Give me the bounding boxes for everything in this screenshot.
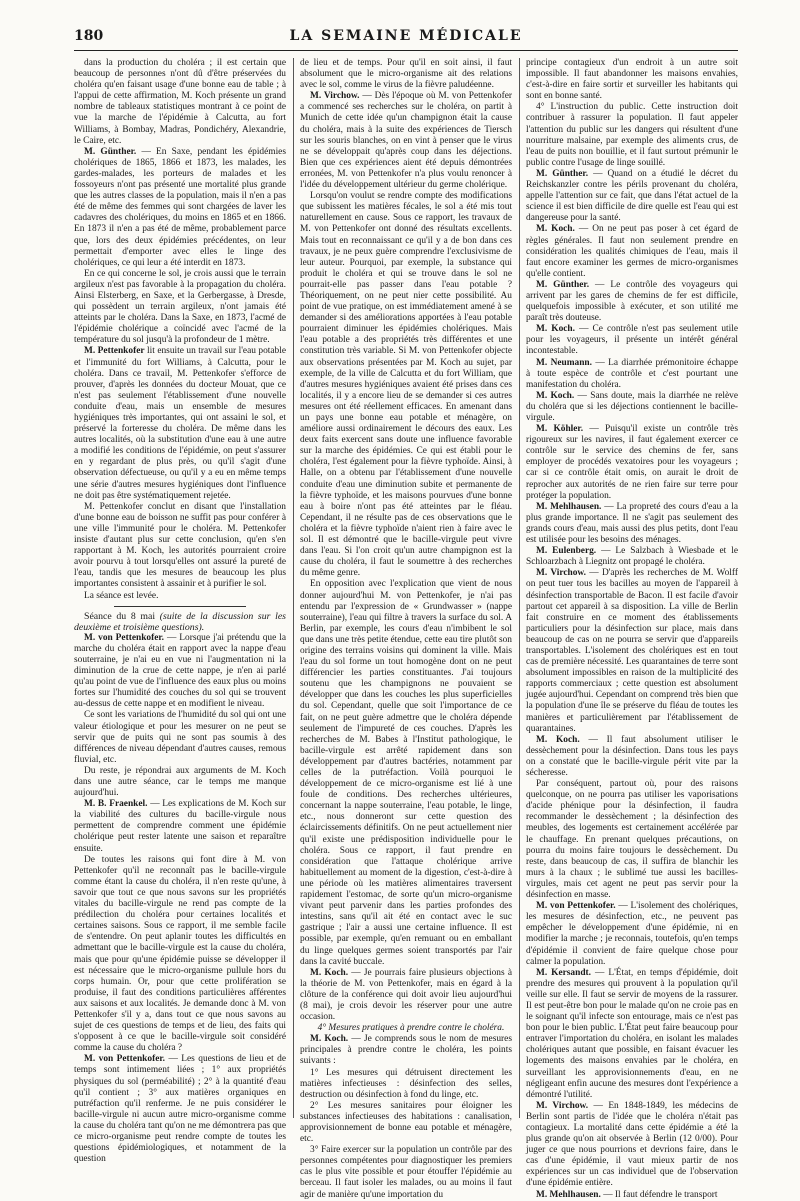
paragraph — [526, 102, 738, 169]
paragraph — [526, 280, 738, 324]
paragraph-text: — Les explications de M. Koch sur la viabilité des cultures du bacille-virgule nous permettent de comprendre comment une épidémie cholérique peut rester latente une saison et reparaître ensuite. — [74, 799, 286, 854]
speaker-name: M. Günther. — [536, 168, 589, 179]
paragraph — [74, 855, 286, 1055]
speaker-name: M. Neumann. — [536, 357, 592, 368]
column-2 — [300, 58, 512, 1200]
speaker-name: M. Mehlhausen. — [536, 501, 602, 512]
paragraph-text: — L'isolement des cholériques, les mesures de désinfection, etc., ne peuvent pas empêcher le développement d'une épidémie, ni en modifier la marche ; je reconnais, toutefois, qu'en temps d'épidémie il convient de faire quelque chose pour calmer la population. — [526, 901, 739, 967]
paragraph-text: — D'après les recherches de M. Wolff on peut tuer tous les bacilles au moyen de l'appareil à désinfection transportable de Bacon. Il est facile d'avoir partout cet appareil à sa disposition. La ville de Berlin fait construire en ce moment des établissements particuliers pour la désinfection sur place, mais dans beaucoup de cas on ne pourra se servir que d'appareils transportables. L'isolement des cholériques est en tout cas de première nécessité. Les quarantaines de terre sont absolument impossibles en raison de la multiplicité des rapports commerciaux ; cette question est absolument jugée aujourd'hui. Cependant on comprend très bien que la population d'une île se préserve du fléau de toutes les manières et particulièrement par l'établissement de quarantaines. — [526, 568, 738, 734]
paragraph — [300, 91, 512, 191]
page-number: 180 — [74, 28, 104, 44]
paragraph — [300, 1068, 512, 1101]
paragraph-text: — Je comprends sous le nom de mesures principales à prendre contre le choléra, les points suivants : — [300, 1034, 512, 1067]
paragraph-text: 2° Les mesures sanitaires pour éloigner les substances infectieuses des habitations : canalisation, approvisionnement de bonne eau potable et ménagère, etc. — [300, 1100, 512, 1145]
paragraph — [526, 901, 738, 968]
speaker-name: M. Koch. — [536, 734, 580, 745]
paragraph-text: — Puisqu'il existe un contrôle très rigoureux sur les navires, il faut également exercer ce contrôle sur le service des chemins de fer, sans employer de procédés vexatoires pour les voyageurs ; car si ce contrôle était omis, on aurait le droit de reprocher aux autorités de ne rien faire sur terre pour protéger la population. — [526, 424, 738, 501]
paragraph-text: En ce qui concerne le sol, je crois aussi que le terrain argileux n'est pas favorable à la propagation du choléra. Ainsi Elsterberg, en Saxe, et la Gerbergasse, à Dresde, qui possèdent un terrain argileux, n'ont jamais été atteints par le choléra. Dans la Saxe, en 1873, l'acmé de l'épidémie cholérique a coïncidé avec l'acmé de la température du sol jusqu'à la profondeur de 1 mètre. — [74, 268, 286, 346]
paragraph — [74, 591, 286, 602]
paragraph-text: — Lorsque j'ai prétendu que la marche du choléra était en rapport avec la nappe d'eau souterraine, je n'ai eu en vue ni l'augmentation ni la diminution de la crue de cette nappe, je n'en ai parlé qu'au point de vue de l'influence des eaux plus ou moins fortes sur l'humidité des couches du sol qui se trouvent au-dessus de cette nappe et en modifient le niveau. — [74, 632, 286, 710]
running-header — [74, 28, 738, 51]
paragraph-text: — Les questions de lieu et de temps sont intimement liées ; 1° aux propriétés physiques du sol (perméabilité) ; 2° à la quantité d'eau qu'il contient ; 3° aux matières organiques en putréfaction qu'il renferme. Je ne puis considérer le bacille-virgule ni aucun autre micro-organisme comme la cause du choléra tant qu'on ne me démontrera pas que ce micro-organisme peut rendre compte de toutes les questions épidémiologiques, et notamment de la question — [74, 1054, 286, 1165]
paragraph-text: — On ne peut pas poser à cet égard de règles générales. Il faut non seulement prendre en considération les qualités chimiques de l'eau, mais il faut encore examiner les germes de micro-organismes qu'elle contient. — [526, 224, 738, 279]
paragraph-text: — Je pourrais faire plusieurs objections à la théorie de M. von Pettenkofer, mais en égard à la clôture de la conférence qui doit avoir lieu aujourd'hui (8 mai), je crois devoir les réserver pour une autre occasion. — [300, 967, 512, 1023]
speaker-name: M. Kersandt. — [536, 967, 592, 978]
paragraph-text: — En Saxe, pendant les épidémies cholériques de 1865, 1866 et 1873, les malades, les gardes-malades, les porteurs de malades et les fossoyeurs n'ont pas présenté une mortalité plus grande que les autres classes de la population, mais il n'en a pas été de même des femmes qui sont chargées de laver les cadavres des cholériques, du moins en 1865 et en 1866. En 1873 il n'en a pas été de même, probablement parce que, lors des deux épidémies précédentes, on leur permettait d'emporter avec elles le linge des cholériques, ce qui leur a été interdit en 1873. — [74, 146, 286, 268]
paragraph — [300, 579, 512, 967]
speaker-name: M. Günther. — [536, 279, 590, 290]
paragraph-text: — Le contrôle des voyageurs qui arrivent par les gares de chemins de fer est difficile, quelquefois impossible à exécuter, et son utilité me paraît très douteuse. — [526, 279, 738, 324]
paragraph-text: 3° Faire exercer sur la population un contrôle par des personnes compétentes pour diagnostiquer les premiers cas le plus vite possible et pour étouffer l'épidémie au berceau. Il faut isoler les malades, ou au moins il faut agir de manière qu'une importation du — [300, 1145, 512, 1200]
speaker-name: M. Koch. — [310, 1034, 349, 1045]
speaker-name: M. Koch. — [536, 390, 575, 401]
col3-paragraphs — [526, 58, 738, 1201]
col1b-paragraphs — [74, 633, 286, 1166]
paragraph — [526, 1101, 738, 1190]
paragraph-text: — Dès l'époque où M. von Pettenkofer a commencé ses recherches sur le choléra, on partit à Munich de cette idée qu'un champignon était la cause du choléra, mais à la suite des expériences de Tiersch sur les souris blanches, on en vint à penser que le virus ne se développait qu'après coup dans les déjections. Bien que ces expériences aient été depuis démontrées erronées, M. von Pettenkofer n'a plus voulu renoncer à l'idée du développement ultérieur du germe cholérique. — [300, 91, 512, 191]
paragraph — [300, 191, 512, 579]
paragraph — [74, 346, 286, 501]
paragraph-text: — Il faut défendre le transport — [600, 1189, 718, 1200]
speaker-name: M. Pettenkofer — [84, 346, 145, 357]
paragraph — [74, 147, 286, 269]
session-detail: (suite de la discussion sur les deuxième et troisième questions). — [74, 610, 286, 633]
paragraph — [74, 799, 286, 854]
paragraph-text: Lorsqu'on voulut se rendre compte des modifications que subissent les matières fécales, le sol a été mis tout naturellement en cause. Sous ce rapport, les travaux de M. von Pettenkofer ont donné des résultats excellents. Mais tout en reconnaissant ce qu'il y a de bon dans ces travaux, je ne peux guère comprendre l'exclusivisme de leur auteur. Pourquoi, par exemple, la substance qui produit le choléra et qui se trouve dans le sol ne pourrait-elle pas passer dans l'eau potable ? Théoriquement, on ne peut nier cette possibilité. Au point de vue pratique, on est immédiatement amené à se demander si des améliorations apportées à l'eau potable pourraient diminuer les épidémies cholériques. Mais l'eau potable a des propriétés très différentes et une constitution très variable. Si M. von Pettenkofer objecte aux observations présentées par M. Koch au sujet, par exemple, de la ville de Calcutta et du fort William, que d'autres mesures hygiéniques avaient été prises dans ces localités, il y a encore lieu de se demander si ces autres mesures ont été réellement efficaces. En amenant dans un pays une bonne eau potable et ménagère, on améliore aussi ordinairement le décours des eaux. Les deux faits exercent sans doute une influence favorable sur la marche des épidémies. Ce qui est établi pour le choléra, l'est également pour la fièvre typhoïde. Ainsi, à Halle, on a obtenu par l'établissement d'une nouvelle conduite d'eau une diminution subite et permanente de la fièvre typhoïde, et les maisons pourvues d'une bonne eau à boire n'ont pas été atteintes par le fléau. Cependant, il ne résulte pas de ces observations que le choléra et la fièvre typhoïde n'aient rien à faire avec le sol. Il est démontré que le bacille-virgule peut vivre dans l'eau. Si l'on croit qu'un autre champignon est la cause du choléra, il faut le soumettre à des recherches du même genre. — [300, 191, 512, 579]
paragraph-text: de lieu et de temps. Pour qu'il en soit ainsi, il faut absolument que le micro-organisme ait des relations avec le sol, comme le virus de la fièvre paludéenne. — [300, 58, 512, 91]
paragraph — [300, 1101, 512, 1145]
paragraph — [74, 1054, 286, 1165]
speaker-name: M. von Pettenkofer. — [536, 901, 616, 912]
paragraph — [526, 546, 738, 568]
paragraph — [74, 766, 286, 799]
speaker-name: M. Virchow. — [536, 568, 586, 579]
paragraph-text: M. Pettenkofer conclut en disant que l'installation d'une bonne eau de boisson ne suffit pas pour conférer à une ville l'immunité pour le choléra. M. Pettenkofer insiste d'autant plus sur cette conclusion, qu'en s'en rapportant à M. Koch, les autorités pourraient croire avoir pourvu à tout lorsqu'elles ont assuré la pureté de l'eau, tandis que les mesures de beaucoup les plus importantes consistent à assainir et à purifier le sol. — [74, 501, 286, 590]
paragraph — [526, 568, 738, 734]
paragraph-text: dans la production du choléra ; il est certain que beaucoup de personnes n'ont dû d'être préservées du choléra qu'en faisant usage d'une bonne eau de table ; à l'appui de cette affirmation, M. Koch présente un grand nombre de tableaux statistiques montrant à ce point de vue la marche de l'épidémie à Calcutta, au fort Williams, à Bombay, Madras, Pondichéry, Alexandrie, le Caire, etc. — [74, 58, 286, 146]
col1-paragraphs — [74, 58, 286, 602]
paragraph — [74, 269, 286, 347]
paragraph — [300, 968, 512, 1023]
paragraph-text: Par conséquent, partout où, pour des raisons quelconque, on ne pourra pas utiliser les vaporisations d'acide phénique pour la désinfection, il faudra recommander le dessèchement ; la désinfection des meubles, des logements est certainement accélérée par le chauffage. En prenant quelques précautions, on pourra du moins faire toujours le dessèchement. Du reste, dans beaucoup de cas, il suffira de blanchir les murs à la chaux ; le sublimé tue aussi les bacilles-virgules, mais cet agent ne peut pas servir pour la désinfection en masse. — [526, 779, 738, 901]
speaker-name: M. Köhler. — [536, 424, 584, 435]
text-columns — [74, 58, 739, 1200]
paragraph — [526, 1190, 738, 1201]
paragraph-text: — La propreté des cours d'eau a la plus grande importance. Il ne s'agit pas seulement des grands cours d'eau, mais aussi des plus petits, dont l'eau est utilisée pour les besoins des ménages. — [526, 501, 738, 546]
paragraph-text: — Quand on a étudié le décret du Reichskanzler contre les périls provenant du choléra, appelle l'attention sur ce fait, que dans l'état actuel de la science il est bien difficile de dire quelle est l'eau qui est dangereuse pour la santé. — [526, 168, 738, 224]
paragraph-text: — Sans doute, mais la diarrhée ne relève du choléra que si les déjections contiennent le bacille-virgule. — [526, 390, 738, 423]
paragraph-text: — Ce contrôle n'est pas seulement utile pour les voyageurs, il présente un intérêt général incontestable. — [526, 324, 738, 357]
column-rule — [519, 58, 520, 1118]
speaker-name: M. Koch. — [536, 324, 575, 335]
paragraph — [300, 1145, 512, 1200]
column-1 — [74, 58, 287, 1165]
running-title: LA SEMAINE MÉDICALE — [289, 28, 523, 44]
paragraph-text: — La diarrhée prémonitoire échappe à toute espèce de contrôle et c'est pourtant une manifestation du choléra. — [526, 357, 738, 390]
speaker-name: M. von Pettenkofer. — [84, 632, 165, 643]
column-rule — [293, 58, 294, 1118]
separator — [74, 606, 286, 607]
paragraph — [526, 58, 738, 102]
speaker-name: M. von Pettenkofer. — [84, 1054, 166, 1065]
paragraph-text: principe contagieux d'un endroit à un autre soit impossible. Il faut abandonner les maisons envahies, c'est-à-dire en faire sortir et surveiller les habitants qui sont en bonne santé. — [526, 58, 738, 102]
col2b-paragraphs — [300, 1034, 512, 1200]
paragraph — [526, 502, 738, 546]
paragraph — [526, 324, 738, 357]
paragraph — [526, 224, 738, 279]
session-heading — [74, 611, 286, 633]
speaker-name: M. Virchow. — [536, 1100, 589, 1111]
paragraph — [526, 358, 738, 391]
paragraph — [526, 391, 738, 424]
speaker-name: M. Virchow. — [310, 91, 360, 102]
column-3 — [526, 58, 739, 1200]
paragraph — [300, 58, 512, 91]
paragraph-text: De toutes les raisons qui font dire à M. von Pettenkofer qu'il ne reconnaît pas le bacille-virgule comme étant la cause du choléra, il n'en reste qu'une, à savoir que tout ce que nous savons sur les propriétés vitales du bacille-virgule ne rend pas compte de la prédilection du choléra pour certaines localités et certaines saisons. Sous ce rapport, il me semble facile de s'entendre. On peut aplanir toutes les difficultés en admettant que le bacille-virgule est la cause du choléra, mais que pour qu'une épidémie puisse se développer il est nécessaire que le micro-organisme pullule hors du corps humain. Or, pour que cette prolifération se produise, il faut des conditions particulières afférentes aux saisons et aux localités. Je demande donc à M. von Pettenkofer s'il y a, dans tout ce que nous savons au sujet de ces questions de temps et de lieu, des faits qui s'opposent à ce que le bacille-virgule soit considéré comme la cause du choléra ? — [74, 854, 286, 1054]
paragraph-text: — L'État, en temps d'épidémie, doit prendre des mesures qui prouvent à la population qu'il veille sur elle. Il faut se servir de moyens de la rassurer. Il est peut-être bon pour le malade qu'on ne croie pas en le soignant qu'il infecte son entourage, mais ce n'est pas bon pour le bien public. L'État peut faire beaucoup pour entraver l'importation du choléra, en isolant les malades cholériques autant que possible, en faisant évacuer les logements des maisons envahies par le choléra, en surveillant les approvisionnements d'eau, en ne négligeant enfin aucune des mesures dont l'expérience a démontré l'utilité. — [526, 967, 738, 1100]
col2-paragraphs — [300, 58, 512, 1023]
paragraph-text: — Il faut absolument utiliser le dessèchement pour la désinfection. Dans tous les pays on a constaté que le bacille-virgule périt vite par la sécheresse. — [526, 734, 738, 778]
paragraph-text: — Le Salzbach à Wiesbade et le Schloarzbach à Liegnitz ont propagé le choléra. — [526, 546, 738, 568]
paragraph — [526, 169, 738, 224]
paragraph-text: 1° Les mesures qui détruisent directement les matières infectieuses : désinfection des selles, destruction ou désinfection à fond du linge, etc. — [300, 1067, 512, 1100]
paragraph — [74, 710, 286, 765]
speaker-name: M. Koch. — [310, 967, 349, 978]
paragraph — [74, 58, 286, 147]
paragraph-text: En opposition avec l'explication que vient de nous donner aujourd'hui M. von Pettenkofer, je n'ai pas entendu par l'expression de « Grundwasser » (nappe souterraine), l'eau qui filtre à travers la surface du sol. A Berlin, par exemple, les cours d'eau n'imbibent le sol que dans une très petite étendue, cette eau tire plutôt son origine des terrains voisins qui dominent la ville. Mais l'eau du sol forme un tout homogène dont on ne peut différencier les parties constituantes. J'ai toujours soutenu que les champignons ne pouvaient se développer que dans les couches les plus superficielles du sol. Cependant, quelle que soit l'importance de ce fait, on ne peut guère admettre que le choléra dépende seulement de l'impureté de ces couches. D'après les recherches de M. Babes à l'Institut pathologique, le bacille-virgule est arrêté rapidement dans son développement par d'autres bactéries, notamment par celles de la putréfaction. Voilà pourquoi le développement de ce micro-organisme est lié à une foule de conditions. Des recherches ultérieures, concernant la nappe souterraine, l'eau potable, le linge, etc., nous donneront sur cette question des éclaircissements définitifs. On ne peut actuellement nier qu'il existe une prédisposition individuelle pour le choléra. Sous ce rapport, il faut prendre en considération que l'attaque cholérique arrive habituellement au moment de la digestion, c'est-à-dire à une période où les matières alimentaires traversent rapidement l'estomac, de sorte qu'un micro-organisme vivant peut parvenir dans les parties profondes des intestins, sans qu'il ait été en contact avec le suc gastrique ; l'air a aussi une certaine influence. Il est possible, par exemple, qu'en remuant ou en emballant du linge quelques germes soient transportés par l'air dans la cavité buccale. — [300, 579, 512, 967]
speaker-name: M. B. Fraenkel. — [84, 799, 148, 810]
paragraph-text: Ce sont les variations de l'humidité du sol qui ont une valeur étiologique et pour les mesurer on ne peut se servir que de puits qui ne sont pas soumis à des différences de niveau dépendant d'autres causes, remous fluvial, etc. — [74, 710, 286, 765]
paragraph — [526, 968, 738, 1101]
session-date: Séance du 8 mai — [84, 610, 156, 622]
paragraph — [74, 633, 286, 711]
speaker-name: M. Eulenberg. — [536, 546, 597, 557]
paragraph-text: La séance est levée. — [84, 590, 159, 601]
paragraph — [74, 502, 286, 591]
section-subhead: 4° Mesures pratiques à prendre contre le choléra. — [317, 1023, 505, 1034]
paragraph — [526, 779, 738, 901]
paragraph-text: Du reste, je répondrai aux arguments de M. Koch dans une autre séance, car le temps me manque aujourd'hui. — [74, 765, 286, 799]
paragraph — [526, 424, 738, 502]
speaker-name: M. Günther. — [84, 146, 137, 157]
paragraph — [300, 1034, 512, 1067]
speaker-name: M. Koch. — [536, 224, 575, 235]
speaker-name: M. Mehlhausen. — [536, 1189, 601, 1200]
paragraph-text: 4° L'instruction du public. Cette instruction doit contribuer à rassurer la population. Il faut appeler l'attention du public sur les dangers qui résultent d'une nourriture malsaine, par exemple des aliments crus, de l'eau de puits non bouillie, et il faut surtout prémunir le public contre l'usage de linge souillé. — [526, 102, 738, 168]
paragraph-text: lit ensuite un travail sur l'eau potable et l'immunité du fort Williams, à Calcutta, pour le choléra. Dans ce travail, M. Pettenkofer s'efforce de prouver, d'après les données du docteur Mouat, que ce n'est pas seulement l'établissement d'une nouvelle conduite d'eau, mais un ensemble de mesures hygiéniques très importantes, qui ont assaini le sol, et préservé la forteresse du choléra. De même dans les autres localités, où la substitution d'une eau à une autre a modifié les conditions de l'épidémie, on peut s'assurer en y regardant de plus près, ou qu'il s'agit d'une observation défectueuse, ou qu'il y a eu en même temps une série d'autres mesures hygiéniques dont l'influence ne doit pas être systématiquement rejetée. — [74, 346, 287, 501]
paragraph-text: — En 1848-1849, les médecins de Berlin sont partis de l'idée que le choléra n'était pas contagieux. La mortalité dans cette épidémie a été la plus grande qu'on ait observée à Berlin (12 0/00). Pour juger ce que nous pourrions et devrions faire, dans le cas d'une épidémie, il vaut mieux partir de nos expériences sur un cas individuel que de l'observation d'une épidémie entière. — [526, 1100, 739, 1189]
paragraph — [526, 735, 738, 779]
